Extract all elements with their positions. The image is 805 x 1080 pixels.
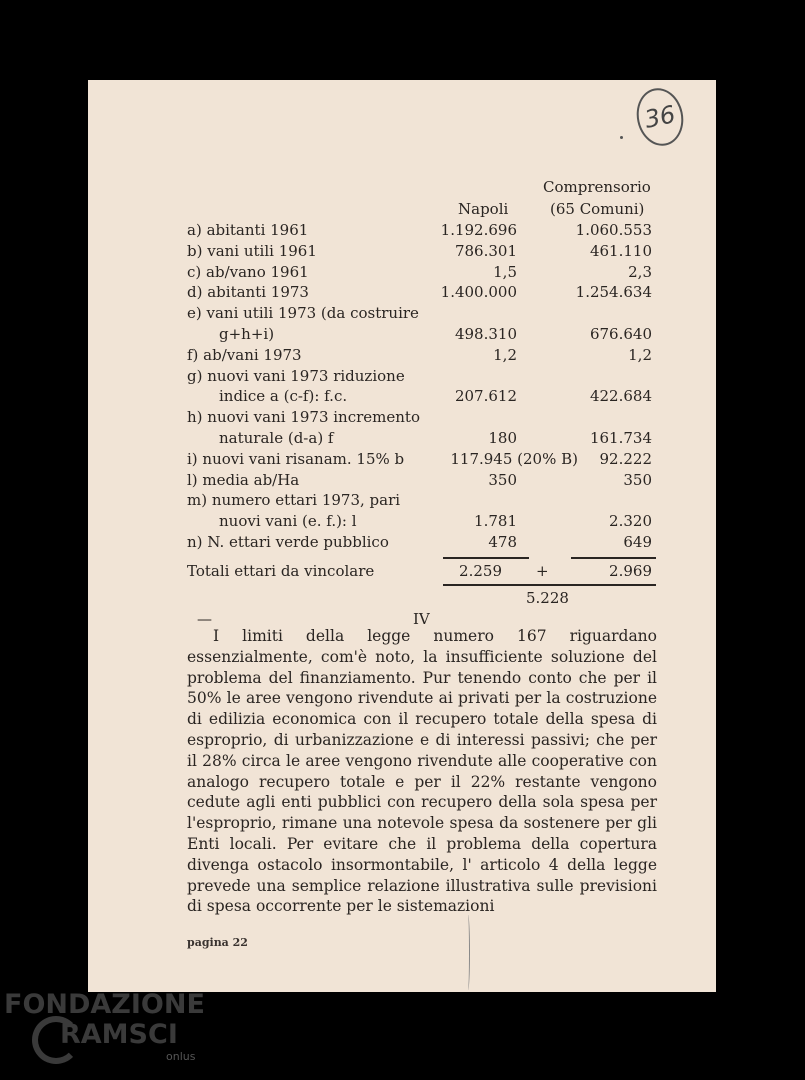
header-comprensorio: Comprensorio	[543, 178, 651, 196]
total-rule-comp	[571, 557, 656, 559]
row-comprensorio-value: 2.320	[609, 512, 652, 531]
header-napoli: Napoli	[458, 200, 509, 218]
logo-line2: RAMSCI	[60, 1019, 178, 1050]
row-label: nuovi vani (e. f.): l	[219, 512, 357, 531]
logo-onlus: onlus	[166, 1050, 196, 1063]
grand-total-rule	[443, 584, 656, 586]
totals-napoli: 2.259	[459, 562, 502, 580]
row-comprensorio-value: 1.060.553	[575, 221, 652, 239]
total-rule-napoli	[443, 557, 529, 559]
row-napoli-value: 180	[488, 429, 517, 447]
row-label: n) N. ettari verde pubblico	[187, 533, 389, 551]
row-napoli-value: 786.301	[454, 241, 517, 260]
row-label: naturale (d-a) f	[219, 429, 334, 447]
row-comprensorio-value: 350	[623, 470, 652, 489]
row-label: d) abitanti 1973	[187, 283, 309, 302]
page-footer: pagina 22	[187, 936, 248, 949]
row-label: l) media ab/Ha	[187, 470, 300, 489]
row-comprensorio-value: 2,3	[628, 262, 652, 281]
row-napoli-value: 1,2	[493, 345, 517, 364]
row-label: g+h+i)	[219, 325, 275, 343]
row-comprensorio-value: 1,2	[628, 345, 652, 364]
row-label: e) vani utili 1973 (da costruire	[187, 304, 419, 323]
row-napoli-value: 498.310	[454, 325, 517, 343]
row-comprensorio-value: 1.254.634	[575, 283, 652, 302]
totals-comprensorio: 2.969	[609, 562, 652, 580]
row-label: h) nuovi vani 1973 incremento	[187, 408, 420, 427]
row-comprensorio-value: 92.222	[599, 449, 652, 468]
row-label: c) ab/vano 1961	[187, 262, 309, 281]
body-paragraph: I limiti della legge numero 167 riguardano essenzialmente, com'è noto, la insufficiente soluzione del problema del finanziamento. Pur tenendo conto che per il 50% le aree vengono rivendute ai privati per la costruzione di edilizia economica con il recupero totale della spesa di esproprio, di urbanizzazione e di interessi passivi; che per il 28% circa le aree vengono rivendute alle cooperative con analogo recupero totale e per il 22% restante vengono cedute agli enti pubblici con recupero della sola spesa per l'esproprio, rimane una notevole spesa da sostenere per gli Enti locali. Per evitare che il problema della copertura divenga ostacolo insormontabile, l' articolo 4 della legge prevede una semplice relazione illustrativa sulle previsioni di spesa occorrente per le sistemazioni	[187, 627, 657, 916]
grand-total: 5.228	[526, 589, 569, 607]
row-label: indice a (c-f): f.c.	[219, 387, 348, 406]
totals-label: Totali ettari da vincolare	[187, 562, 375, 580]
paper-fold-mark	[466, 915, 470, 990]
row-label: g) nuovi vani 1973 riduzione	[187, 366, 405, 385]
logo-line1: FONDAZIONE	[4, 989, 205, 1020]
section-heading: IV	[413, 610, 430, 628]
row-napoli-value: 1.781	[474, 512, 517, 531]
row-comprensorio-value: 461.110	[589, 241, 652, 260]
row-napoli-value: 117.945 (20% B)	[450, 449, 578, 468]
page-number-stamp: 36	[631, 84, 688, 150]
row-label: a) abitanti 1961	[187, 221, 309, 239]
row-napoli-value: 350	[488, 470, 517, 489]
row-label: m) numero ettari 1973, pari	[187, 491, 401, 510]
row-label: f) ab/vani 1973	[187, 345, 302, 364]
row-label: i) nuovi vani risanam. 15% b	[187, 449, 405, 468]
row-comprensorio-value: 649	[623, 533, 652, 551]
section-dash: —	[197, 610, 212, 628]
stamp-mark	[620, 136, 623, 139]
row-napoli-value: 1.192.696	[440, 221, 517, 239]
row-label: b) vani utili 1961	[187, 241, 317, 260]
row-napoli-value: 1.400.000	[440, 283, 517, 302]
header-comuni: (65 Comuni)	[550, 200, 645, 218]
row-napoli-value: 207.612	[454, 387, 517, 406]
row-napoli-value: 1,5	[493, 262, 517, 281]
fondazione-gramsci-logo	[4, 989, 205, 1063]
totals-plus: +	[536, 562, 549, 580]
row-comprensorio-value: 422.684	[589, 387, 652, 406]
row-comprensorio-value: 161.734	[589, 429, 652, 447]
row-napoli-value: 478	[488, 533, 517, 551]
row-comprensorio-value: 676.640	[589, 325, 652, 343]
